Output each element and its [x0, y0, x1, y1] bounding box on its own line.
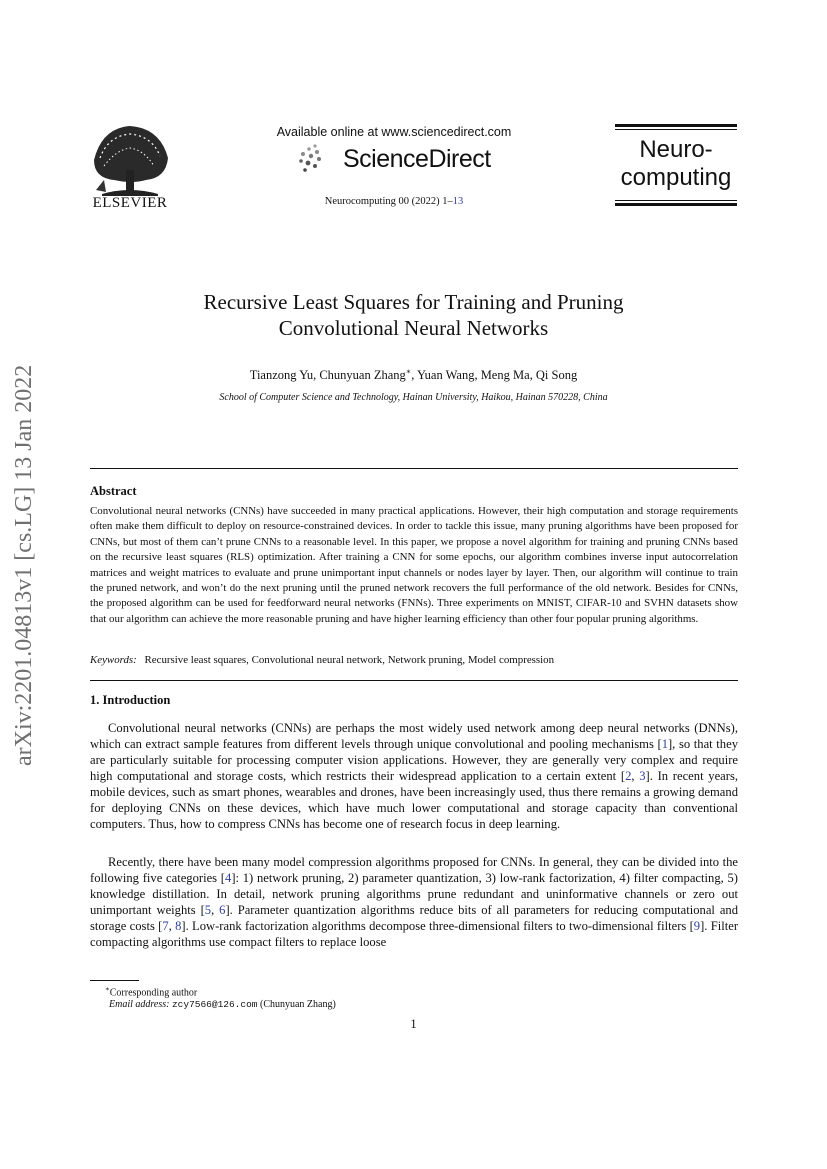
citation-link[interactable]: 1	[661, 736, 668, 751]
intro-paragraph-2	[90, 855, 738, 951]
corresponding-mark: ∗	[405, 367, 412, 376]
abstract-top-rule	[90, 468, 738, 469]
journal-box-rule-top	[615, 124, 737, 127]
citation-link[interactable]: 9	[693, 918, 701, 933]
keywords-line	[90, 654, 738, 666]
journal-box-rule-bottom	[615, 203, 737, 206]
sciencedirect-wordmark: ScienceDirect	[343, 145, 491, 173]
authors-rest: , Yuan Wang, Meng Ma, Qi Song	[411, 368, 578, 383]
citation-link[interactable]: 5	[204, 902, 212, 917]
keywords-list: Recursive least squares, Convolutional neural network, Network pruning, Model compression	[144, 654, 555, 666]
intro-heading: 1. Introduction	[90, 693, 171, 707]
intro-paragraph-1	[90, 721, 738, 833]
last-page-link[interactable]: 13	[452, 196, 464, 207]
citation-link[interactable]: 2	[625, 768, 632, 783]
journal-box-rule-top-thin	[615, 129, 737, 130]
citation-link[interactable]: 8	[175, 918, 182, 933]
paragraph-text: ]. Low-rank factorization algorithms decompose three-dimensional filters to two-dimensional filters [	[181, 918, 694, 933]
citation-link[interactable]: 4	[225, 870, 232, 885]
citation-link[interactable]: 7	[162, 918, 169, 933]
email-owner: (Chunyuan Zhang)	[259, 999, 336, 1010]
footnote-mark: ∗	[105, 985, 110, 993]
footnote-email	[109, 999, 336, 1010]
abstract-text: Convolutional neural networks (CNNs) have succeeded in many practical applications. However, their high computation and storage requirements often make them difficult to deploy on resource-constrained devices. In order to tackle this issue, many pruning algorithms have been proposed for CNNs, but most of them can’t prune CNNs to a reasonable level. In this paper, we propose a novel algorithm for training and pruning CNNs based on the recursive least squares (RLS) optimization. After training a CNN for some epochs, our algorithm combines inverse input autocorrelation matrices and weight matrices to evaluate and prune unimportant input channels or nodes layer by layer. Then, our algorithm will continue to train the pruned network, and won’t do the next pruning until the pruned network recovers the full performance of the old network. Besides for CNNs, the proposed algorithm can be used for feedforward neural networks (FNNs). Three experiments on MNIST, CIFAR-10 and SVHN datasets show that our algorithm can achieve the more reasonable pruning and have higher learning efficiency than other four popular pruning algorithms.	[90, 505, 738, 625]
footnote-corresponding-text: Corresponding author	[109, 987, 198, 999]
journal-ref-text: Neurocomputing 00 (2022) 1	[324, 196, 448, 207]
journal-ref-dash: –	[447, 196, 453, 207]
paragraph-text: ,	[168, 918, 176, 933]
paper-title-line1: Recursive Least Squares for Training and Pruning	[203, 290, 624, 314]
paper-title	[80, 289, 747, 341]
paper-title-line2: Convolutional Neural Networks	[278, 316, 549, 340]
journal-box-rule-bottom-thin	[615, 200, 737, 201]
paragraph-text: ], so that they are particularly suitable for processing computer vision applications. However, they are generally very complex and require high computational and storage costs, which restricts their widespread application to a certain extent [	[90, 736, 738, 783]
author-list	[80, 367, 747, 383]
affiliation: School of Computer Science and Technology, Hainan University, Haikou, Hainan 570228, China	[219, 392, 608, 403]
citation-link[interactable]: 3	[639, 768, 646, 783]
journal-title-line1: Neuro-	[639, 136, 713, 163]
journal-reference	[272, 196, 516, 207]
footnote-rule	[90, 980, 139, 981]
keywords-label: Keywords:	[90, 654, 137, 666]
page-number: 1	[410, 1017, 417, 1031]
arxiv-sidebar-id: arXiv:2201.04813v1 [cs.LG] 13 Jan 2022	[11, 364, 37, 766]
email-address[interactable]: zcy7566@126.com	[171, 999, 258, 1010]
abstract-bottom-rule	[90, 680, 738, 681]
paragraph-text: ]. Filter compacting algorithms use compact filters to replace loose	[90, 918, 739, 949]
sciencedirect-dots-icon	[297, 143, 321, 175]
authors-first: Tianzong Yu, Chunyuan Zhang	[249, 368, 406, 383]
paragraph-text: ]. Parameter quantization algorithms reduce bits of all parameters for reducing computational and storage costs [	[90, 902, 739, 933]
paragraph-text: ,	[211, 902, 220, 917]
publisher-name: ELSEVIER	[92, 195, 168, 211]
paragraph-text: ,	[631, 768, 640, 783]
journal-title-line2: computing	[620, 164, 732, 191]
footnote-corresponding	[105, 985, 197, 998]
paragraph-text: Recently, there have been many model compression algorithms proposed for CNNs. In general, they can be divided into the following five categories [	[90, 855, 738, 885]
paragraph-text: ]: 1) network pruning, 2) parameter quantization, 3) low-rank factorization, 4) filter compacting, 5) knowledge distillation. In detail, network pruning algorithms prune redundant and uninformative channels or zero out unimportant weights [	[90, 870, 738, 917]
available-online-text: Available online at www.sciencedirect.com	[276, 125, 512, 139]
email-label: Email address:	[109, 999, 170, 1010]
journal-title	[615, 136, 737, 192]
paragraph-text: ]. In recent years, mobile devices, such as smart phones, wearables and drones, have been increasingly used, thus there remains a growing demand for deploying CNNs on these devices, which have much lower computational and storage capacity than conventional computers. Thus, how to compress CNNs has become one of research focus in deep learning.	[90, 768, 739, 831]
citation-link[interactable]: 6	[219, 902, 226, 917]
abstract-heading: Abstract	[90, 484, 137, 498]
paragraph-text: Convolutional neural networks (CNNs) are perhaps the most widely used network among deep neural networks (DNNs), which can extract sample features from different levels through unique convolutional and pooling mechanisms [	[90, 721, 738, 751]
